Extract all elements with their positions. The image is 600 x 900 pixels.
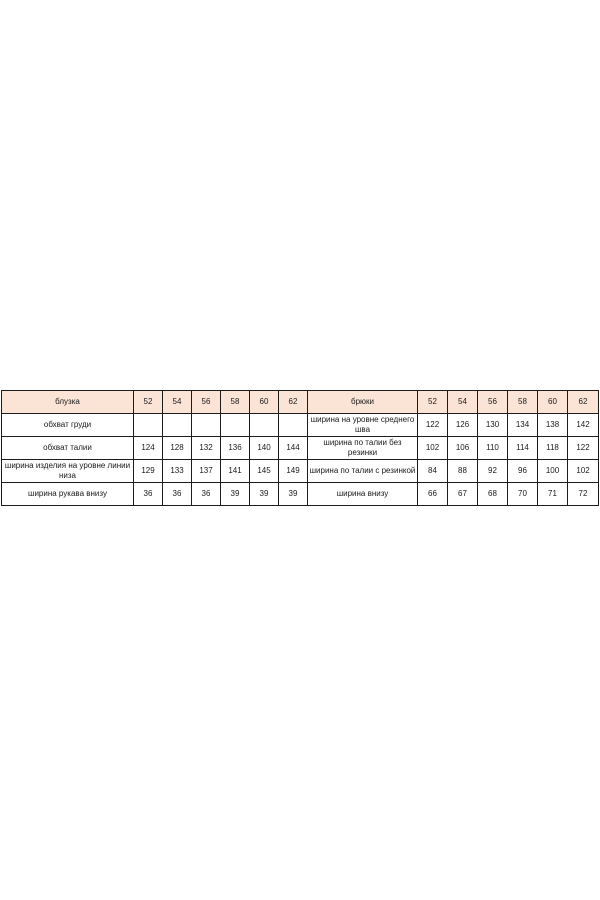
pants-header: брюки (308, 391, 418, 414)
pants-value-cell: 126 (448, 414, 478, 437)
blouse-value-cell (250, 414, 279, 437)
pants-value-cell: 88 (448, 460, 478, 483)
pants-size-header: 54 (448, 391, 478, 414)
blouse-value-cell: 137 (192, 460, 221, 483)
pants-value-cell: 102 (418, 437, 448, 460)
pants-value-cell: 71 (538, 483, 568, 506)
pants-value-cell: 100 (538, 460, 568, 483)
blouse-value-cell: 36 (163, 483, 192, 506)
pants-value-cell: 92 (478, 460, 508, 483)
pants-value-cell: 114 (508, 437, 538, 460)
pants-value-cell: 118 (538, 437, 568, 460)
pants-measure-label: ширина на уровне среднего шва (308, 414, 418, 437)
blouse-value-cell: 140 (250, 437, 279, 460)
pants-value-cell: 138 (538, 414, 568, 437)
table-row (2, 414, 599, 437)
blouse-measure-label: обхват груди (2, 414, 134, 437)
pants-size-header: 58 (508, 391, 538, 414)
pants-value-cell: 134 (508, 414, 538, 437)
blouse-value-cell: 39 (221, 483, 250, 506)
blouse-value-cell: 36 (192, 483, 221, 506)
table-row (2, 437, 599, 460)
blouse-value-cell: 124 (134, 437, 163, 460)
pants-value-cell: 68 (478, 483, 508, 506)
blouse-value-cell: 145 (250, 460, 279, 483)
pants-value-cell: 122 (568, 437, 599, 460)
blouse-header: блузка (2, 391, 134, 414)
blouse-value-cell: 136 (221, 437, 250, 460)
blouse-value-cell (134, 414, 163, 437)
table-header-row (2, 391, 599, 414)
table-row (2, 460, 599, 483)
blouse-measure-label: обхват талии (2, 437, 134, 460)
pants-measure-label: ширина внизу (308, 483, 418, 506)
blouse-measure-label: ширина изделия на уровне линии низа (2, 460, 134, 483)
pants-value-cell: 96 (508, 460, 538, 483)
blouse-size-header: 52 (134, 391, 163, 414)
blouse-size-header: 62 (279, 391, 308, 414)
blouse-value-cell: 39 (279, 483, 308, 506)
pants-value-cell: 110 (478, 437, 508, 460)
blouse-value-cell: 141 (221, 460, 250, 483)
blouse-size-header: 58 (221, 391, 250, 414)
blouse-value-cell: 133 (163, 460, 192, 483)
pants-value-cell: 130 (478, 414, 508, 437)
blouse-value-cell (279, 414, 308, 437)
blouse-measure-label: ширина рукава внизу (2, 483, 134, 506)
pants-value-cell: 122 (418, 414, 448, 437)
pants-value-cell: 142 (568, 414, 599, 437)
pants-measure-label: ширина по талии без резинки (308, 437, 418, 460)
pants-size-header: 56 (478, 391, 508, 414)
pants-value-cell: 66 (418, 483, 448, 506)
blouse-size-header: 56 (192, 391, 221, 414)
blouse-size-header: 60 (250, 391, 279, 414)
size-chart-table (1, 390, 599, 506)
blouse-value-cell: 129 (134, 460, 163, 483)
pants-measure-label: ширина по талии с резинкой (308, 460, 418, 483)
pants-value-cell: 72 (568, 483, 599, 506)
blouse-value-cell (192, 414, 221, 437)
pants-value-cell: 84 (418, 460, 448, 483)
pants-value-cell: 70 (508, 483, 538, 506)
table-row (2, 483, 599, 506)
pants-size-header: 52 (418, 391, 448, 414)
blouse-value-cell: 149 (279, 460, 308, 483)
blouse-value-cell: 36 (134, 483, 163, 506)
blouse-value-cell: 39 (250, 483, 279, 506)
pants-value-cell: 102 (568, 460, 599, 483)
pants-size-header: 62 (568, 391, 599, 414)
pants-value-cell: 106 (448, 437, 478, 460)
pants-size-header: 60 (538, 391, 568, 414)
blouse-value-cell (163, 414, 192, 437)
blouse-value-cell: 132 (192, 437, 221, 460)
blouse-value-cell (221, 414, 250, 437)
pants-value-cell: 67 (448, 483, 478, 506)
blouse-value-cell: 144 (279, 437, 308, 460)
blouse-value-cell: 128 (163, 437, 192, 460)
blouse-size-header: 54 (163, 391, 192, 414)
